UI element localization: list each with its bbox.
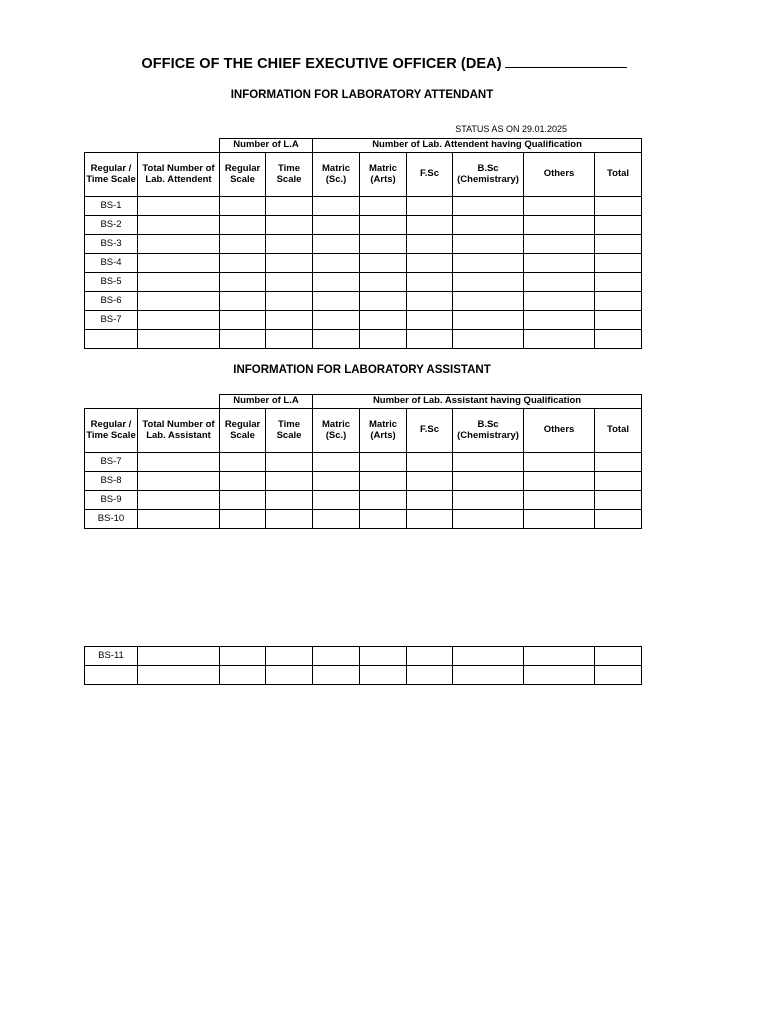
col-matric-arts: Matric (Arts) xyxy=(360,153,407,197)
table-cell xyxy=(360,330,407,349)
col-others: Others xyxy=(524,409,595,453)
table-cell xyxy=(524,273,595,292)
table-cell xyxy=(220,235,266,254)
group-header-qualification: Number of Lab. Assistant having Qualification xyxy=(313,395,642,409)
table-cell xyxy=(407,453,453,472)
table-row xyxy=(85,647,642,666)
table-cell xyxy=(220,330,266,349)
assistant-table-continued xyxy=(84,646,642,685)
status-date: STATUS AS ON 29.01.2025 xyxy=(455,124,567,134)
table-cell xyxy=(407,311,453,330)
table-cell xyxy=(524,666,595,685)
table-cell xyxy=(266,197,313,216)
table-cell xyxy=(595,311,642,330)
table-cell xyxy=(360,292,407,311)
col-matric-arts: Matric (Arts) xyxy=(360,409,407,453)
table-cell xyxy=(313,453,360,472)
col-total-number: Total Number of Lab. Attendent xyxy=(138,153,220,197)
table-cell xyxy=(524,647,595,666)
table-cell xyxy=(407,254,453,273)
office-title: OFFICE OF THE CHIEF EXECUTIVE OFFICER (DEA) xyxy=(0,53,768,72)
table-cell xyxy=(220,453,266,472)
table-cell xyxy=(138,254,220,273)
table-cell xyxy=(407,472,453,491)
col-regular-scale: Regular Scale xyxy=(220,409,266,453)
table-cell xyxy=(407,292,453,311)
table-cell xyxy=(313,197,360,216)
table-cell xyxy=(407,330,453,349)
attendant-table xyxy=(84,138,642,349)
table-cell xyxy=(138,472,220,491)
table-cell xyxy=(453,292,524,311)
table-row xyxy=(85,254,642,273)
table-cell xyxy=(313,311,360,330)
table-cell xyxy=(266,273,313,292)
table-cell xyxy=(313,647,360,666)
group-header-number: Number of L.A xyxy=(220,395,313,409)
table-cell xyxy=(220,491,266,510)
table-cell xyxy=(266,311,313,330)
table-cell xyxy=(524,311,595,330)
table-cell xyxy=(453,311,524,330)
col-fsc: F.Sc xyxy=(407,409,453,453)
row-label xyxy=(85,330,138,349)
table-cell xyxy=(407,273,453,292)
table-cell xyxy=(360,491,407,510)
table-cell xyxy=(313,273,360,292)
table-row xyxy=(85,197,642,216)
table-cell xyxy=(360,254,407,273)
row-label: BS-5 xyxy=(85,273,138,292)
table-cell xyxy=(524,472,595,491)
table-row xyxy=(85,491,642,510)
table-row xyxy=(85,666,642,685)
table-cell xyxy=(313,666,360,685)
table-cell xyxy=(524,330,595,349)
row-label: BS-9 xyxy=(85,491,138,510)
table-row xyxy=(85,453,642,472)
table-cell xyxy=(220,254,266,273)
table-cell xyxy=(138,216,220,235)
col-total: Total xyxy=(595,409,642,453)
table-cell xyxy=(266,510,313,529)
table-cell xyxy=(453,472,524,491)
table-cell xyxy=(313,510,360,529)
table-cell xyxy=(453,666,524,685)
table-cell xyxy=(524,510,595,529)
col-regular-scale: Regular Scale xyxy=(220,153,266,197)
table-cell xyxy=(595,491,642,510)
table-cell xyxy=(407,491,453,510)
row-label: BS-1 xyxy=(85,197,138,216)
table-cell xyxy=(360,647,407,666)
table-row xyxy=(85,273,642,292)
col-matric-sc: Matric (Sc.) xyxy=(313,409,360,453)
table-cell xyxy=(595,472,642,491)
col-matric-sc: Matric (Sc.) xyxy=(313,153,360,197)
col-fsc: F.Sc xyxy=(407,153,453,197)
table-cell xyxy=(360,510,407,529)
table-cell xyxy=(524,197,595,216)
table-cell xyxy=(220,292,266,311)
table-cell xyxy=(453,254,524,273)
table-cell xyxy=(360,311,407,330)
table-cell xyxy=(220,472,266,491)
table-cell xyxy=(453,330,524,349)
assistant-section-title: INFORMATION FOR LABORATORY ASSISTANT xyxy=(233,364,491,376)
table-cell xyxy=(266,472,313,491)
table-cell xyxy=(266,491,313,510)
table-cell xyxy=(220,647,266,666)
table-cell xyxy=(453,235,524,254)
assistant-table xyxy=(84,394,642,529)
col-time-scale: Time Scale xyxy=(266,409,313,453)
group-header-qualification: Number of Lab. Attendent having Qualification xyxy=(313,139,642,153)
table-cell xyxy=(524,453,595,472)
group-header-number: Number of L.A xyxy=(220,139,313,153)
row-label: BS-11 xyxy=(85,647,138,666)
table-cell xyxy=(595,254,642,273)
office-name-blank xyxy=(505,53,627,68)
col-bsc: B.Sc (Chemistrary) xyxy=(453,153,524,197)
table-cell xyxy=(138,330,220,349)
table-cell xyxy=(524,491,595,510)
table-cell xyxy=(266,235,313,254)
table-cell xyxy=(595,292,642,311)
table-cell xyxy=(266,254,313,273)
table-cell xyxy=(220,311,266,330)
table-cell xyxy=(595,453,642,472)
table-cell xyxy=(407,235,453,254)
row-label: BS-6 xyxy=(85,292,138,311)
table-row xyxy=(85,330,642,349)
table-cell xyxy=(220,666,266,685)
table-cell xyxy=(220,510,266,529)
table-cell xyxy=(360,216,407,235)
table-cell xyxy=(453,273,524,292)
table-cell xyxy=(313,235,360,254)
col-bsc: B.Sc (Chemistrary) xyxy=(453,409,524,453)
table-cell xyxy=(360,666,407,685)
table-cell xyxy=(524,292,595,311)
table-row xyxy=(85,235,642,254)
table-cell xyxy=(266,216,313,235)
row-label: BS-8 xyxy=(85,472,138,491)
table-cell xyxy=(313,254,360,273)
table-cell xyxy=(453,216,524,235)
table-cell xyxy=(138,666,220,685)
row-label: BS-3 xyxy=(85,235,138,254)
table-cell xyxy=(313,330,360,349)
table-row xyxy=(85,216,642,235)
row-label: BS-4 xyxy=(85,254,138,273)
table-cell xyxy=(313,472,360,491)
table-cell xyxy=(595,197,642,216)
table-cell xyxy=(138,292,220,311)
table-cell xyxy=(313,491,360,510)
table-cell xyxy=(453,197,524,216)
table-cell xyxy=(453,453,524,472)
table-cell xyxy=(453,510,524,529)
col-time-scale: Time Scale xyxy=(266,153,313,197)
table-cell xyxy=(524,254,595,273)
table-cell xyxy=(138,453,220,472)
table-cell xyxy=(138,235,220,254)
col-regular-time-scale: Regular / Time Scale xyxy=(85,153,138,197)
attendant-section-title: INFORMATION FOR LABORATORY ATTENDANT xyxy=(230,89,494,101)
col-others: Others xyxy=(524,153,595,197)
table-cell xyxy=(595,666,642,685)
table-cell xyxy=(407,666,453,685)
table-cell xyxy=(407,510,453,529)
col-regular-time-scale: Regular / Time Scale xyxy=(85,409,138,453)
table-cell xyxy=(220,216,266,235)
header-spacer xyxy=(85,139,220,153)
table-cell xyxy=(138,311,220,330)
row-label xyxy=(85,666,138,685)
table-row xyxy=(85,311,642,330)
table-cell xyxy=(595,235,642,254)
table-cell xyxy=(138,197,220,216)
table-cell xyxy=(266,292,313,311)
row-label: BS-10 xyxy=(85,510,138,529)
table-cell xyxy=(595,647,642,666)
table-cell xyxy=(138,273,220,292)
table-row xyxy=(85,472,642,491)
table-cell xyxy=(266,330,313,349)
table-cell xyxy=(266,647,313,666)
table-cell xyxy=(138,491,220,510)
col-total-number: Total Number of Lab. Assistant xyxy=(138,409,220,453)
table-cell xyxy=(313,292,360,311)
table-cell xyxy=(453,647,524,666)
table-cell xyxy=(407,647,453,666)
table-cell xyxy=(524,235,595,254)
table-cell xyxy=(453,491,524,510)
table-cell xyxy=(360,235,407,254)
col-total: Total xyxy=(595,153,642,197)
table-cell xyxy=(220,197,266,216)
table-cell xyxy=(266,666,313,685)
table-cell xyxy=(138,510,220,529)
row-label: BS-2 xyxy=(85,216,138,235)
table-cell xyxy=(360,453,407,472)
table-cell xyxy=(524,216,595,235)
table-cell xyxy=(407,197,453,216)
table-cell xyxy=(595,216,642,235)
table-cell xyxy=(360,472,407,491)
table-cell xyxy=(360,273,407,292)
table-cell xyxy=(595,273,642,292)
row-label: BS-7 xyxy=(85,453,138,472)
table-cell xyxy=(407,216,453,235)
table-cell xyxy=(220,273,266,292)
table-cell xyxy=(266,453,313,472)
table-row xyxy=(85,510,642,529)
table-cell xyxy=(595,510,642,529)
table-cell xyxy=(313,216,360,235)
table-cell xyxy=(360,197,407,216)
header-spacer xyxy=(85,395,220,409)
table-cell xyxy=(595,330,642,349)
table-cell xyxy=(138,647,220,666)
row-label: BS-7 xyxy=(85,311,138,330)
table-row xyxy=(85,292,642,311)
